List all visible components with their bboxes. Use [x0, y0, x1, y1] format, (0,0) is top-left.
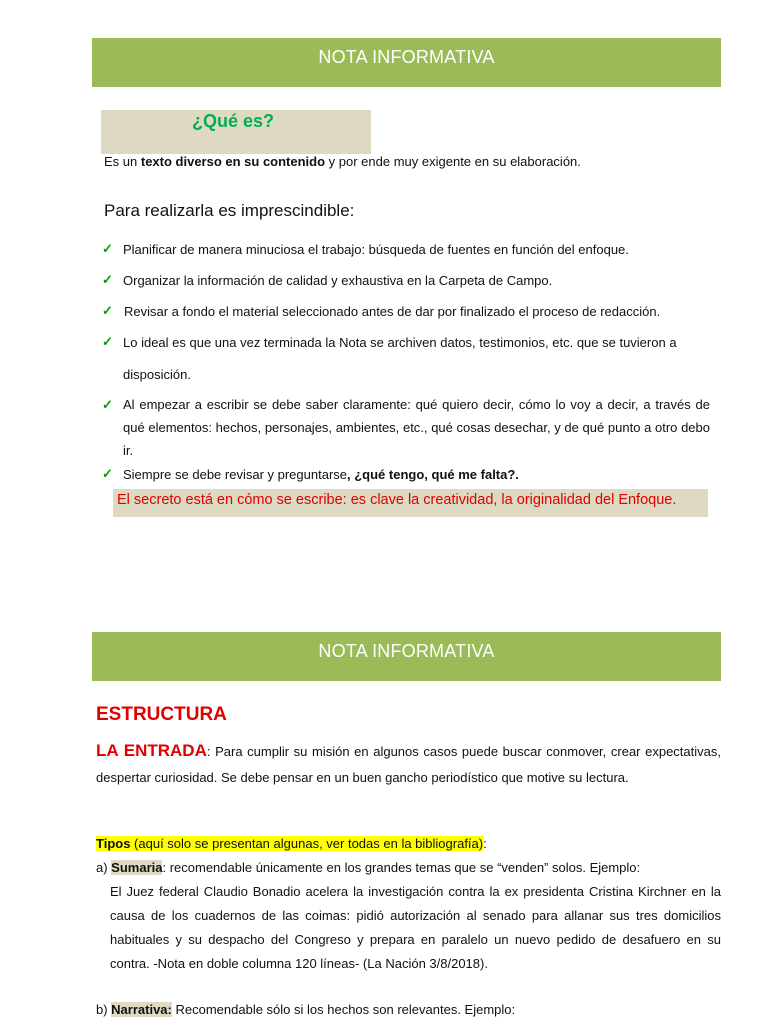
list-item: Organizar la información de calidad y exhaustiva en la Carpeta de Campo. [123, 273, 553, 288]
banner-top [92, 38, 721, 87]
que-es-definition: Es un texto diverso en su contenido y por ende muy exigente en su elaboración. [104, 154, 581, 169]
check-icon: ✓ [102, 397, 113, 412]
list-item-continuation: disposición. [123, 367, 191, 382]
requisitos-heading: Para realizarla es imprescindible: [104, 201, 355, 220]
list-item: Planificar de manera minuciosa el trabajo: búsqueda de fuentes en función del enfoque. [123, 242, 629, 257]
check-icon: ✓ [102, 303, 113, 318]
sumaria-label: Sumaria [111, 860, 163, 875]
narrativa-label: Narrativa: [111, 1002, 172, 1017]
banner-title: NOTA INFORMATIVA [318, 641, 495, 661]
estructura-heading: ESTRUCTURA [96, 704, 227, 725]
list-item: Al empezar a escribir se debe saber claramente: qué quiero decir, cómo lo voy a decir, a través de qué elementos: hechos, personajes, ambientes, etc., qué cosas desechar, y de qué punto a otro debo ir. [123, 397, 710, 458]
tipos-note: (aquí solo se presentan algunas, ver todas en la bibliografía) [130, 836, 484, 851]
list-item-last: Siempre se debe revisar y preguntarse, ¿qué tengo, qué me falta?. [123, 467, 519, 482]
entrada-label: LA ENTRADA [96, 741, 207, 760]
tipos-label: Tipos [96, 836, 131, 851]
tipo-narrativa: b) Narrativa: Recomendable sólo si los hechos son relevantes. Ejemplo: [96, 1002, 516, 1017]
entrada-paragraph: LA ENTRADA: Para cumplir su misión en algunos casos puede buscar conmover, crear expectativas, despertar curiosidad. Se debe pensar en un buen gancho periodístico que motive su lectura. [96, 741, 721, 785]
tipo-sumaria: a) Sumaria: recomendable únicamente en los grandes temas que se “venden” solos. Ejemplo: [96, 860, 641, 875]
secret-callout: El secreto está en cómo se escribe: es clave la creatividad, la originalidad del Enfoque. [113, 489, 708, 517]
check-icon: ✓ [102, 334, 113, 349]
tipos-line: Tipos (aquí solo se presentan algunas, ver todas en la bibliografía): [96, 836, 487, 851]
sumaria-example: El Juez federal Claudio Bonadio acelera la investigación contra la ex presidenta Cristina Kirchner en la causa de los cuadernos de las coimas: pidió autorización al senado para allanar sus tres domicilios habituales y su despacho del Congreso y prepara en paralelo un nuevo pedido de desafuero en su contra. -Nota en doble columna 120 líneas- (La Nación 3/8/2018). [110, 884, 721, 971]
check-icon: ✓ [102, 272, 113, 287]
check-icon: ✓ [102, 466, 113, 481]
list-item: Lo ideal es que una vez terminada la Nota se archiven datos, testimonios, etc. que se tuvieron a [123, 335, 677, 350]
que-es-heading: ¿Qué es? [192, 111, 275, 131]
check-icon: ✓ [102, 241, 113, 256]
banner-middle [92, 632, 721, 681]
list-item: Revisar a fondo el material seleccionado antes de dar por finalizado el proceso de redacción. [124, 304, 661, 319]
banner-title: NOTA INFORMATIVA [318, 47, 495, 67]
